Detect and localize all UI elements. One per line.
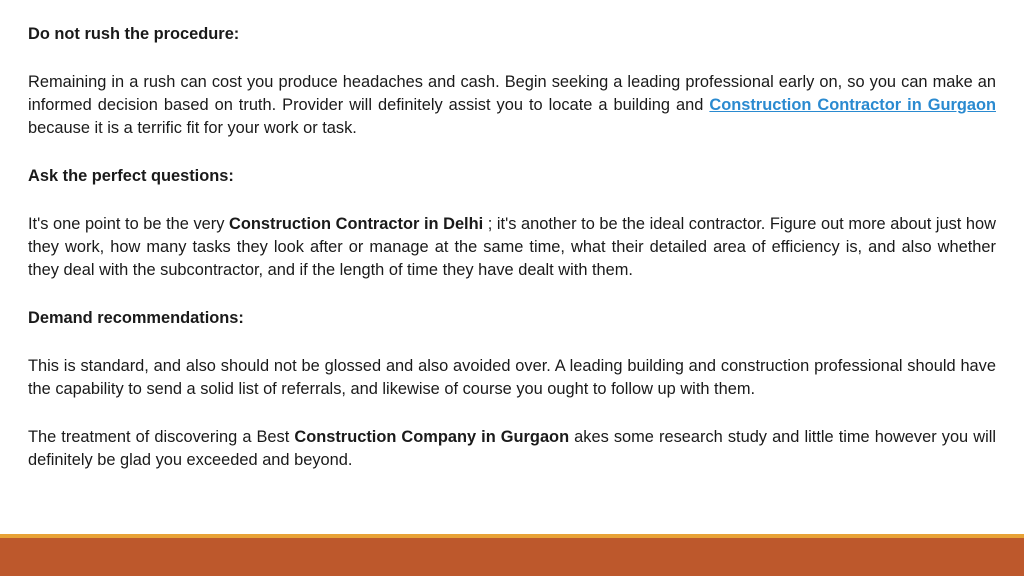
paragraph-text: because it is a terrific fit for your work or task. bbox=[28, 119, 357, 137]
paragraph-text: Remaining in a rush can cost you produce headaches and cash. Begin seeking a leading professional early on, so you can make an informed decision based on truth. Provider will definitely assist you to locate a building and bbox=[28, 73, 996, 114]
paragraph-text: It's one point to be the very bbox=[28, 215, 230, 233]
construction-contractor-delhi-text: Construction Contractor in Delhi bbox=[229, 215, 484, 233]
paragraph-text: ; it's another to be the ideal contractor. Figure out more about just how they work, how many tasks they look after or manage at the same time, what their detailed area of efficiency is, and also whether they deal with the subcontractor, and if the length of time they have dealt with them. bbox=[28, 215, 996, 279]
paragraph-do-not-rush bbox=[28, 71, 996, 140]
paragraph-demand-recommendations: This is standard, and also should not be glossed and also avoided over. A leading building and construction professional should have the capability to send a solid list of referrals, and likewise of course you ought to follow up with them. bbox=[28, 357, 996, 398]
paragraph-text: The treatment of discovering a Best bbox=[28, 428, 295, 446]
slide-content bbox=[28, 23, 996, 472]
construction-contractor-gurgaon-link[interactable]: Construction Contractor in Gurgaon bbox=[709, 96, 996, 114]
construction-company-gurgaon-text: Construction Company in Gurgaon bbox=[294, 428, 570, 446]
heading-ask-questions: Ask the perfect questions: bbox=[28, 167, 234, 185]
paragraph-text: akes some research study and little time however you will definitely be glad you exceeded and beyond. bbox=[28, 428, 996, 469]
paragraph-ask-questions bbox=[28, 213, 996, 282]
footer-bar bbox=[0, 538, 1024, 576]
paragraph-closing bbox=[28, 426, 996, 472]
heading-do-not-rush: Do not rush the procedure: bbox=[28, 25, 240, 43]
heading-demand-recommendations: Demand recommendations: bbox=[28, 309, 244, 327]
